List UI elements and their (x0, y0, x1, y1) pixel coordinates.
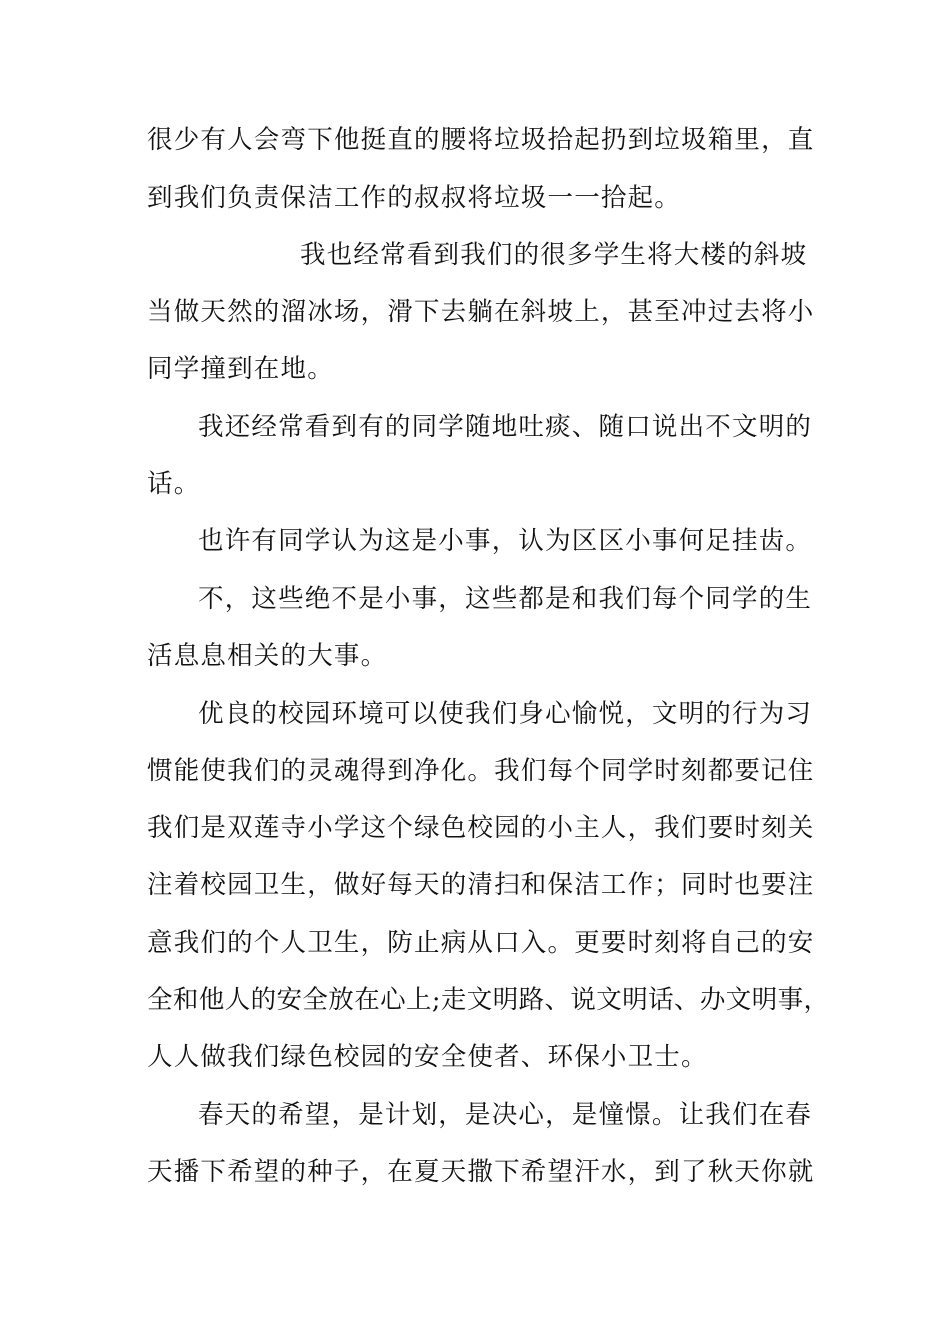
text-line: 我还经常看到有的同学随地吐痰、随口说出不文明的 (198, 412, 813, 442)
text-line: 惯能使我们的灵魂得到净化。我们每个同学时刻都要记住 (147, 756, 815, 786)
text-line: 春天的希望，是计划，是决心，是憧憬。让我们在春 (198, 1100, 813, 1130)
text-line: 很少有人会弯下他挺直的腰将垃圾拾起扔到垃圾箱里，直 (147, 125, 815, 155)
text-line: 意我们的个人卫生，防止病从口入。更要时刻将自己的安 (147, 928, 815, 958)
text-line: 不，这些绝不是小事，这些都是和我们每个同学的生 (198, 584, 813, 614)
text-line: 到我们负责保洁工作的叔叔将垃圾一一拾起。 (147, 183, 682, 213)
text-line: 我也经常看到我们的很多学生将大楼的斜坡 (300, 240, 808, 270)
text-line: 注着校园卫生，做好每天的清扫和保洁工作；同时也要注 (147, 870, 815, 900)
text-line: 话。 (147, 469, 201, 499)
text-line: 优良的校园环境可以使我们身心愉悦，文明的行为习 (198, 699, 813, 729)
text-line: 也许有同学认为这是小事，认为区区小事何足挂齿。 (198, 526, 813, 556)
text-line: 活息息相关的大事。 (147, 641, 388, 671)
text-line: 天播下希望的种子，在夏天撒下希望汗水，到了秋天你就 (147, 1157, 815, 1187)
text-line: 我们是双莲寺小学这个绿色校园的小主人，我们要时刻关 (147, 813, 815, 843)
text-line: 人人做我们绿色校园的安全使者、环保小卫士。 (147, 1042, 708, 1072)
text-line: 全和他人的安全放在心上;走文明路、说文明话、办文明事， (147, 985, 830, 1015)
text-line: 同学撞到在地。 (147, 354, 334, 384)
text-line: 当做天然的溜冰场，滑下去躺在斜坡上，甚至冲过去将小 (147, 297, 815, 327)
